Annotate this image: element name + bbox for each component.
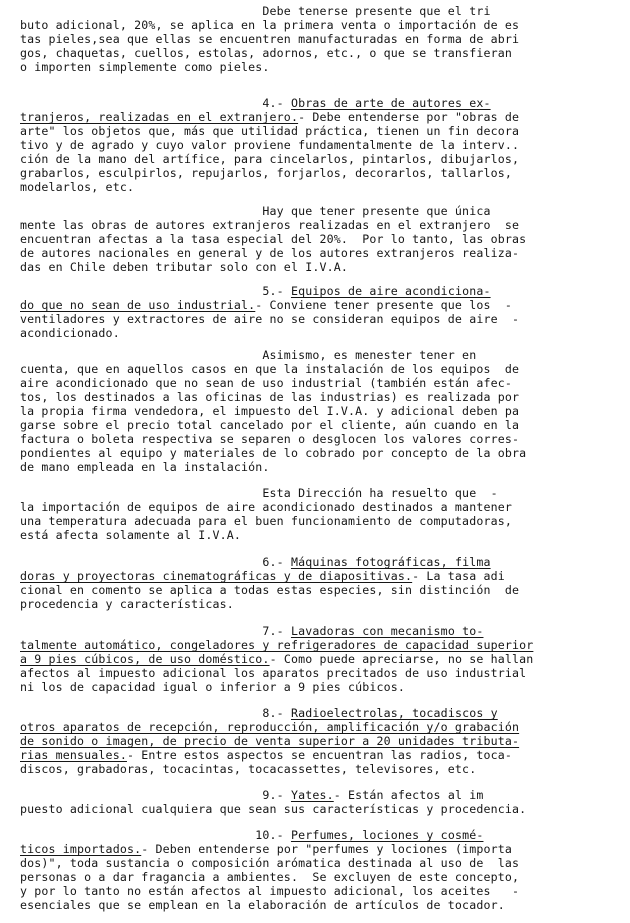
body-text: o importen simplemente como pieles. <box>20 60 270 74</box>
text-line <box>20 180 620 194</box>
text-line <box>20 762 620 776</box>
body-text: personas o a dar fragancia a ambientes. Se excluyen de este concepto, <box>20 870 520 884</box>
body-text: ción de la mano del artífice, para cincelarlos, pintarlos, dibujarlos, <box>20 152 520 166</box>
body-text: arte" los objetos que, más que utilidad práctica, tienen un fin decora <box>20 124 520 138</box>
text-line <box>20 166 620 180</box>
text-line <box>20 828 620 842</box>
body-text: 9.- <box>20 788 291 802</box>
body-text: - La tasa adi <box>412 569 505 583</box>
text-line <box>20 597 620 611</box>
text-line <box>20 284 620 298</box>
underlined-heading-text: Obras de arte de autores ex- <box>290 96 491 110</box>
body-text: encuentran afectas a la tasa especial del 20%. Por lo tanto, las obras <box>20 232 527 246</box>
underlined-heading-text: do que no sean de uso industrial. <box>20 298 256 312</box>
text-line <box>20 583 620 597</box>
text-line <box>20 748 620 762</box>
text-line <box>20 802 620 816</box>
text-line <box>20 706 620 720</box>
body-text: 8.- <box>20 706 291 720</box>
text-line <box>20 32 620 46</box>
text-line <box>20 260 620 274</box>
body-text: buto adicional, 20%, se aplica en la primera venta o importación de es <box>20 18 520 32</box>
body-text: modelarlos, etc. <box>20 180 135 194</box>
underlined-heading-text: ticos importados. <box>20 842 142 856</box>
body-text: - Como puede apreciarse, no se hallan <box>269 652 534 666</box>
text-line <box>20 418 620 432</box>
body-text: la propia firma vendedora, el impuesto del I.V.A. y adicional deben pa <box>20 404 520 418</box>
text-line <box>20 884 620 898</box>
text-line <box>20 652 620 666</box>
text-line <box>20 4 620 18</box>
body-text: - Deben entenderse por "perfumes y lociones (importa <box>141 842 512 856</box>
text-line <box>20 298 620 312</box>
body-text: 4.- <box>20 96 291 110</box>
body-text: procedencia y características. <box>20 597 234 611</box>
body-text: de mano empleada en la instalación. <box>20 460 270 474</box>
body-text: ni los de capacidad igual o inferior a 9 pies cúbicos. <box>20 680 406 694</box>
text-line <box>20 18 620 32</box>
body-text: esenciales que se emplean en la elaboración de artículos de tocador. <box>20 898 505 912</box>
text-line <box>20 555 620 569</box>
text-line <box>20 460 620 474</box>
text-line <box>20 788 620 802</box>
text-line <box>20 898 620 912</box>
text-line <box>20 528 620 542</box>
text-line <box>20 204 620 218</box>
body-text: pondientes al equipo y materiales de lo cobrado por concepto de la obra <box>20 446 527 460</box>
text-line <box>20 666 620 680</box>
underlined-heading-text: Radioelectrolas, tocadiscos y <box>290 706 498 720</box>
text-line <box>20 569 620 583</box>
body-text: das en Chile deben tributar solo con el I.V.A. <box>20 260 348 274</box>
text-line <box>20 486 620 500</box>
underlined-heading-text: otros aparatos de recepción, reproducción, amplificación y/o grabación <box>20 720 520 734</box>
body-text: discos, grabadoras, tocacintas, tocacassettes, televisores, etc. <box>20 762 477 776</box>
text-line <box>20 362 620 376</box>
body-text: - Entre estos aspectos se encuentran las radios, toca- <box>126 748 512 762</box>
body-text: Hay que tener presente que única <box>20 204 491 218</box>
body-text: mente las obras de autores extranjeros realizadas en el extranjero se <box>20 218 520 232</box>
text-line <box>20 404 620 418</box>
body-text: Asimismo, es menester tener en <box>20 348 477 362</box>
text-line <box>20 856 620 870</box>
text-line <box>20 432 620 446</box>
text-line <box>20 870 620 884</box>
text-line <box>20 124 620 138</box>
text-line <box>20 390 620 404</box>
body-text: factura o boleta respectiva se separen o desglocen los valores corres- <box>20 432 520 446</box>
underlined-heading-text: doras y proyectoras cinematográficas y de diapositivas. <box>20 569 413 583</box>
underlined-heading-text: talmente automático, congeladores y refrigeradores de capacidad superior <box>20 638 534 652</box>
underlined-heading-text: rias mensuales. <box>20 748 127 762</box>
text-line <box>20 326 620 340</box>
text-line <box>20 624 620 638</box>
text-line <box>20 232 620 246</box>
body-text: gos, chaquetas, cuellos, estolas, adornos, etc., o que se transfieran <box>20 46 512 60</box>
body-text: tas pieles,sea que ellas se encuentren manufacturadas en forma de abri <box>20 32 520 46</box>
text-line <box>20 500 620 514</box>
body-text: 7.- <box>20 624 291 638</box>
body-text: - Debe entenderse por "obras de <box>298 110 520 124</box>
body-text: dos)", toda sustancia o composición arómatica destinada al uso de las <box>20 856 520 870</box>
text-line <box>20 638 620 652</box>
body-text: la importación de equipos de aire acondicionado destinados a mantener <box>20 500 512 514</box>
body-text: Debe tenerse presente que el tri <box>20 4 491 18</box>
underlined-heading-text: Equipos de aire acondiciona- <box>290 284 491 298</box>
body-text: Esta Dirección ha resuelto que - <box>20 486 498 500</box>
underlined-heading-text: Máquinas fotográficas, filma <box>290 555 491 569</box>
text-line <box>20 246 620 260</box>
text-line <box>20 720 620 734</box>
text-line <box>20 680 620 694</box>
underlined-heading-text: de sonido o imagen, de precio de venta superior a 20 unidades tributa- <box>20 734 520 748</box>
text-line <box>20 734 620 748</box>
body-text: aire acondicionado que no sean de uso industrial (también están afec- <box>20 376 512 390</box>
underlined-heading-text: Perfumes, lociones y cosmé- <box>290 828 484 842</box>
body-text: 6.- <box>20 555 291 569</box>
body-text: afectos al impuesto adicional los aparatos precitados de uso industrial <box>20 666 527 680</box>
body-text: cional en comento se aplica a todas estas especies, sin distinción de <box>20 583 520 597</box>
body-text: 5.- <box>20 284 291 298</box>
underlined-heading-text: Yates. <box>290 788 334 802</box>
text-line <box>20 60 620 74</box>
text-line <box>20 152 620 166</box>
body-text: tivo y de agrado y cuyo valor proviene fundamentalmente de la interv.. <box>20 138 520 152</box>
text-line <box>20 46 620 60</box>
body-text: cuenta, que en aquellos casos en que la instalación de los equipos de <box>20 362 520 376</box>
text-line <box>20 514 620 528</box>
text-line <box>20 138 620 152</box>
body-text: grabarlos, esculpirlos, repujarlos, forjarlos, decorarlos, tallarlos, <box>20 166 512 180</box>
body-text: puesto adicional cualquiera que sean sus características y procedencia. <box>20 802 527 816</box>
text-line <box>20 218 620 232</box>
underlined-heading-text: Lavadoras con mecanismo to- <box>290 624 484 638</box>
body-text: está afecta solamente al I.V.A. <box>20 528 242 542</box>
body-text: 10.- <box>20 828 291 842</box>
text-line <box>20 110 620 124</box>
body-text: tos, los destinados a las oficinas de las industrias) es realizada por <box>20 390 520 404</box>
text-line <box>20 348 620 362</box>
body-text: y por lo tanto no están afectos al impuesto adicional, los aceites - <box>20 884 520 898</box>
text-line <box>20 376 620 390</box>
text-line <box>20 842 620 856</box>
body-text: una temperatura adecuada para el buen funcionamiento de computadoras, <box>20 514 512 528</box>
text-line <box>20 312 620 326</box>
body-text: garse sobre el precio total cancelado por el cliente, aún cuando en la <box>20 418 520 432</box>
body-text: - Conviene tener presente que los - <box>255 298 512 312</box>
text-line <box>20 96 620 110</box>
body-text: acondicionado. <box>20 326 120 340</box>
underlined-heading-text: a 9 pies cúbicos, de uso doméstico. <box>20 652 270 666</box>
body-text: de autores nacionales en general y de los autores extranjeros realiza- <box>20 246 520 260</box>
body-text: ventiladores y extractores de aire no se consideran equipos de aire - <box>20 312 520 326</box>
underlined-heading-text: tranjeros, realizadas en el extranjero. <box>20 110 299 124</box>
body-text: - Están afectos al im <box>333 788 484 802</box>
text-line <box>20 446 620 460</box>
